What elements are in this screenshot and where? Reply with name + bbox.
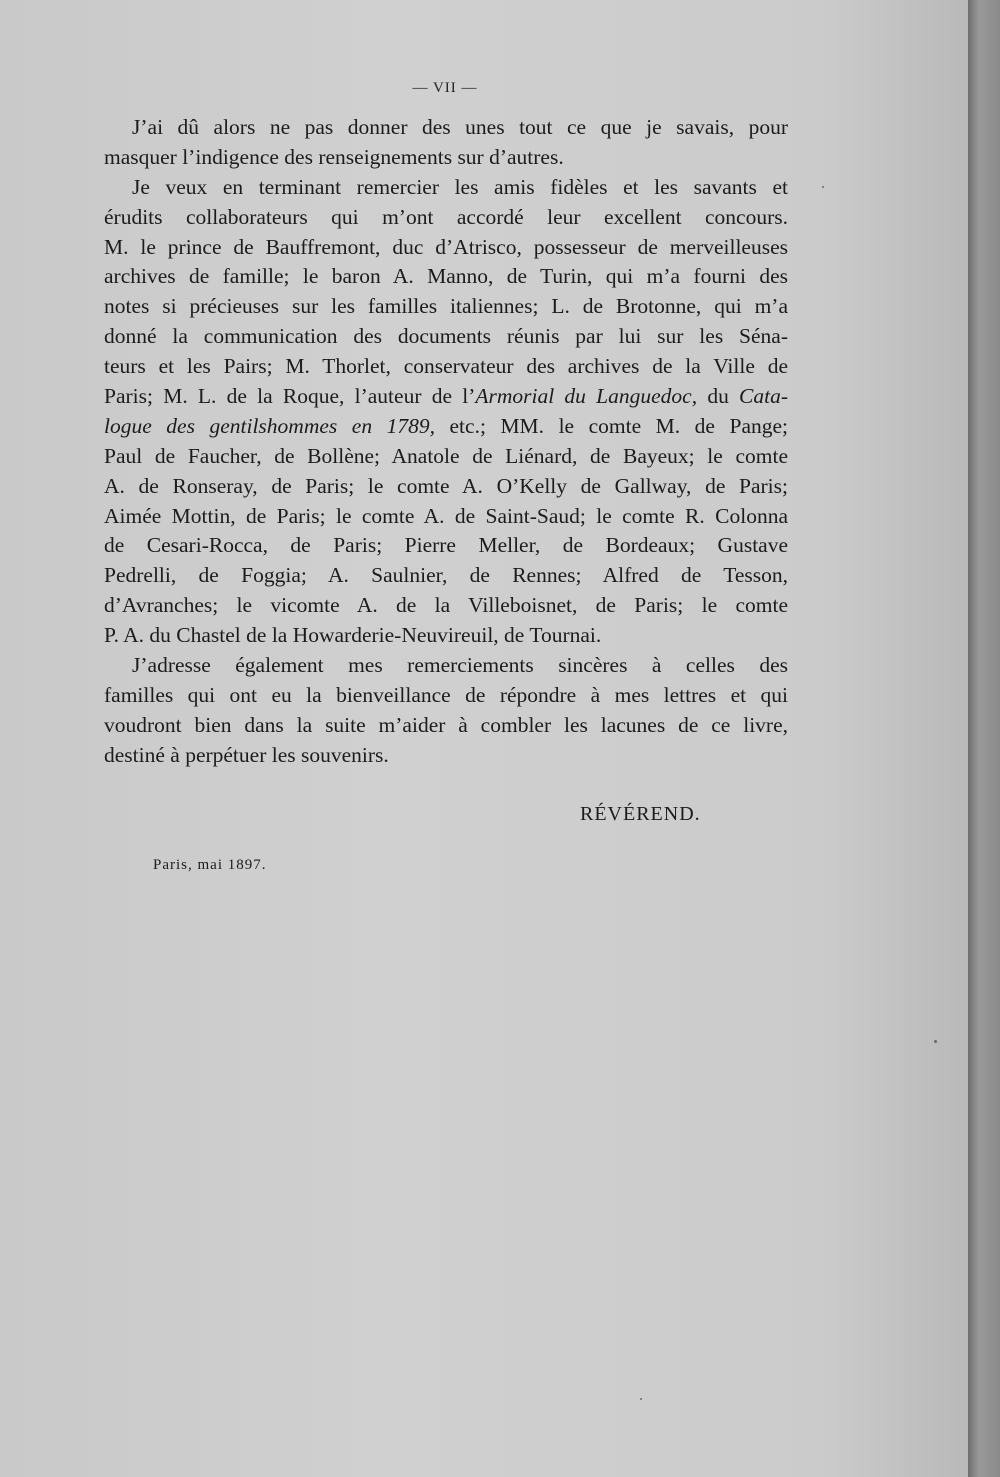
body-text (104, 113, 788, 771)
text-line: de Cesari-Rocca, de Paris; Pierre Meller, de Bordeaux; Gustave (104, 533, 788, 558)
text-line: A. de Ronseray, de Paris; le comte A. O’Kelly de Gallway, de Paris; (104, 473, 788, 498)
book-title-catalogue-part: Cata- (739, 384, 789, 409)
text-line: P. A. du Chastel de la Howarderie-Neuvireuil, de Tournai. (104, 623, 602, 648)
text-line: Pedrelli, de Foggia; A. Saulnier, de Rennes; Alfred de Tesson, (104, 563, 788, 588)
text-line: voudront bien dans la suite m’aider à combler les lacunes de ce livre, (104, 712, 788, 737)
text-line (104, 382, 788, 412)
text-run: etc.; MM. le comte M. de Pange; (449, 413, 789, 438)
text-line: Paul de Faucher, de Bollène; Anatole de Liénard, de Bayeux; le comte (104, 443, 788, 468)
text-line: destiné à perpétuer les souvenirs. (104, 742, 389, 767)
text-line: donné la communication des documents réunis par lui sur les Séna- (104, 324, 788, 349)
place-and-date: Paris, mai 1897. (153, 857, 267, 873)
text-line: J’ai dû alors ne pas donner des unes tout ce que je savais, pour (132, 115, 788, 139)
text-run: Paris; M. L. de la Roque, l’auteur de l’ (104, 384, 476, 409)
text-line: familles qui ont eu la bienveillance de répondre à mes lettres et qui (104, 682, 788, 707)
book-title-armorial: Armorial du Languedoc, (475, 384, 698, 409)
author-signature: RÉVÉREND. (580, 803, 701, 825)
text-line (104, 412, 788, 442)
text-line: J’adresse également mes remerciements sincères à celles des (132, 653, 788, 678)
text-line: d’Avranches; le vicomte A. de la Villeboisnet, de Paris; le comte (104, 593, 788, 618)
text-line: teurs et les Pairs; M. Thorlet, conservateur des archives de la Ville de (104, 354, 788, 379)
text-line: masquer l’indigence des renseignements sur d’autres. (104, 144, 564, 169)
text-run: du (707, 384, 729, 409)
text-line: Aimée Mottin, de Paris; le comte A. de Saint-Saud; le comte R. Colonna (104, 503, 788, 528)
paper-speck (822, 186, 824, 188)
paper-speck (640, 1398, 642, 1400)
page-number: — VII — (412, 80, 478, 96)
book-title-catalogue-part: logue des gentilshommes en 1789, (104, 413, 435, 438)
text-line: M. le prince de Bauffremont, duc d’Atrisco, possesseur de merveilleuses (104, 234, 788, 259)
page-binding-edge (968, 0, 1000, 1477)
paper-speck (934, 1040, 937, 1043)
text-line: notes si précieuses sur les familles italiennes; L. de Brotonne, qui m’a (104, 294, 788, 319)
text-line: Je veux en terminant remercier les amis fidèles et les savants et (132, 174, 788, 199)
text-line: érudits collaborateurs qui m’ont accordé leur excellent concours. (104, 204, 788, 229)
text-line: archives de famille; le baron A. Manno, de Turin, qui m’a fourni des (104, 264, 788, 289)
